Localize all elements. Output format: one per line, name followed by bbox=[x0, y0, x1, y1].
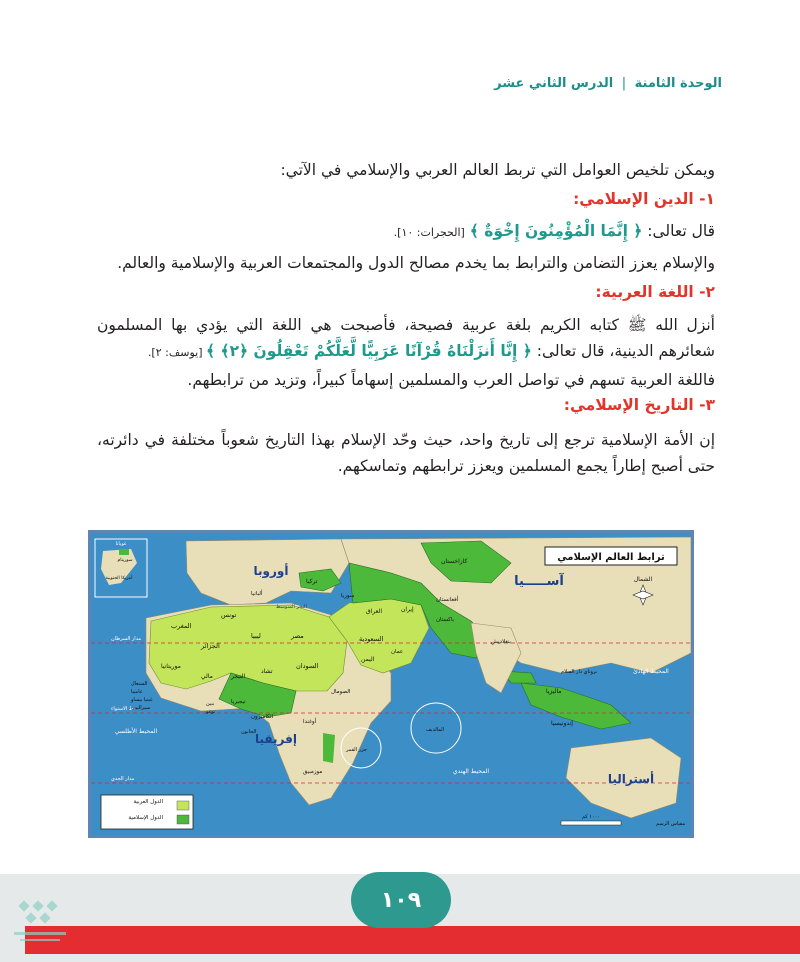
label-atlantic: المحيط الأطلسي bbox=[114, 728, 158, 735]
legend-arab-label: الدول العربية bbox=[133, 799, 163, 805]
verse-prefix: قال تعالى: bbox=[642, 222, 715, 240]
section-heading-history: ٣- التاريخ الإسلامي: bbox=[563, 395, 715, 414]
label-mozambique: موزمبيق bbox=[303, 769, 323, 775]
label-bangladesh: بنغلاديش bbox=[491, 639, 512, 645]
map-title: ترابط العالم الإسلامي bbox=[557, 552, 665, 563]
legend-swatch-arab bbox=[177, 801, 189, 810]
label-kazakhstan: كازاخستان bbox=[441, 558, 468, 565]
label-gabon: الجابون bbox=[241, 729, 257, 735]
label-egypt: مصر bbox=[291, 632, 304, 640]
quran-verse: ﴿ إِنَّمَا الْمُؤْمِنُونَ إِخْوَةٌ ﴾ bbox=[469, 222, 643, 240]
religion-text: والإسلام يعزز التضامن والترابط بما يخدم مصالح الدول والمجتمعات العربية والإسلامية والعالم. bbox=[117, 253, 715, 272]
label-equator: خط الاستواء bbox=[111, 706, 137, 712]
legend-islamic-label: الدول الإسلامية bbox=[128, 815, 163, 821]
label-pakistan: باكستان bbox=[436, 617, 455, 623]
islamic-world-map bbox=[88, 530, 694, 838]
lesson-content bbox=[97, 158, 715, 479]
label-algeria: الجزائر bbox=[201, 642, 220, 650]
lesson-label: الدرس الثاني عشر bbox=[494, 76, 614, 91]
label-somalia: الصومال bbox=[331, 689, 351, 695]
verse-citation: [الحجرات: ١٠]. bbox=[393, 226, 465, 239]
label-iran: إيران bbox=[401, 606, 414, 613]
label-south-america: أمريكا الجنوبية bbox=[105, 576, 133, 581]
label-cameroon: الكاميرون bbox=[251, 714, 274, 720]
scale-label: مقياس الرسم bbox=[656, 821, 686, 827]
quran-verse: ﴿ إِنَّا أَنزَلْنَاهُ قُرْآنًا عَرَبِيًّا لَّعَلَّكُمْ تَعْقِلُونَ ﴿٢﴾ ﴾ bbox=[206, 342, 532, 360]
label-australia: أستراليا bbox=[607, 772, 655, 786]
intro-paragraph: ويمكن تلخيص العوامل التي تربط العالم العربي والإسلامي في الآتي: bbox=[280, 161, 715, 179]
label-brunei: بروناي دار السلام bbox=[561, 669, 598, 675]
label-cancer: مدار السرطان bbox=[111, 636, 142, 642]
scale-value: ١٠٠٠ كم bbox=[581, 814, 601, 820]
language-text bbox=[97, 312, 715, 366]
section-heading-religion: ١- الدين الإسلامي: bbox=[573, 189, 715, 208]
map-svg bbox=[91, 533, 691, 835]
label-tunisia: تونس bbox=[221, 611, 237, 619]
language-text-2: فاللغة العربية تسهم في تواصل العرب والمسلمين إسهاماً كبيراً، وتزيد من ترابطهم. bbox=[187, 371, 715, 389]
label-suriname: سورينام bbox=[117, 558, 133, 563]
label-guinea-bissau: غينيا بيساو bbox=[131, 697, 153, 703]
label-benin: بنين bbox=[206, 701, 215, 707]
label-mali: مالي bbox=[201, 673, 213, 680]
label-syria: سوريا bbox=[341, 593, 355, 599]
section-heading-language: ٢- اللغة العربية: bbox=[595, 282, 715, 301]
suriname-inset bbox=[119, 549, 129, 555]
footer-red-strip bbox=[25, 926, 800, 954]
label-mediterranean: البحر المتوسط bbox=[276, 604, 307, 610]
label-gambia: غامبيا bbox=[131, 689, 143, 695]
verse-citation: [يوسف: ٢]. bbox=[147, 346, 206, 359]
label-indian: المحيط الهندي bbox=[452, 768, 490, 775]
label-libya: ليبيا bbox=[251, 632, 261, 640]
label-niger: النيجر bbox=[231, 673, 246, 680]
legend-swatch-islamic bbox=[177, 815, 189, 824]
label-malaysia: ماليزيا bbox=[546, 688, 562, 695]
history-text: إن الأمة الإسلامية ترجع إلى تاريخ واحد، حيث وحّد الإسلام بهذا التاريخ شعوباً مختلفة في دائرته، حتى أصبح إطاراً يجمع المسلمين ويعزز ترابطهم وتماسكهم. bbox=[97, 431, 715, 475]
label-senegal: السنغال bbox=[131, 681, 148, 687]
label-albania: ألبانيا bbox=[251, 591, 263, 597]
label-yemen: اليمن bbox=[361, 656, 375, 663]
label-asia: آســـــيا bbox=[514, 574, 564, 589]
label-turkey: تركيا bbox=[306, 578, 318, 585]
religion-verse-line bbox=[97, 219, 715, 246]
label-oman: عمان bbox=[391, 649, 404, 655]
label-guyana: غويانا bbox=[115, 541, 127, 547]
label-chad: تشاد bbox=[261, 668, 273, 675]
language-text-1: أنزل الله ﷺ كتابه الكريم بلغة عربية فصيحة، فأصبحت هي اللغة التي يؤدي بها المسلمون شعائرهم الدينية، قال تعالى: bbox=[97, 316, 715, 360]
label-nigeria: نيجيريا bbox=[231, 699, 246, 705]
label-morocco: المغرب bbox=[171, 622, 192, 630]
north-label: الشمال bbox=[633, 576, 653, 583]
unit-label: الوحدة الثامنة bbox=[634, 76, 722, 91]
label-indonesia: إندونيسيا bbox=[551, 720, 573, 727]
label-togo: توغو bbox=[206, 709, 216, 715]
label-iraq: العراق bbox=[366, 608, 383, 615]
label-saudi: السعودية bbox=[359, 635, 384, 643]
label-uganda: أوغندا bbox=[303, 719, 317, 725]
page-number: ١٠٩ bbox=[351, 872, 451, 928]
scale-bar bbox=[561, 821, 621, 825]
label-pacific: المحيط الهادئ bbox=[633, 668, 669, 675]
mozambique-land bbox=[323, 733, 335, 763]
label-sudan: السودان bbox=[296, 662, 319, 670]
label-mauritania: موريتانيا bbox=[161, 663, 181, 670]
ministry-logo-icon bbox=[10, 898, 70, 948]
label-comoros: جزر القمر bbox=[346, 747, 367, 753]
label-afghanistan: أفغانستان bbox=[436, 597, 459, 603]
label-africa: إفريقيا bbox=[255, 732, 297, 746]
page-header bbox=[494, 76, 722, 91]
label-europe: أوروبا bbox=[253, 564, 289, 578]
label-sierra-leone: سيراليون bbox=[131, 705, 151, 711]
label-capricorn: مدار الجدي bbox=[111, 776, 135, 782]
header-separator: | bbox=[621, 76, 627, 91]
label-maldives: المالديف bbox=[426, 727, 445, 733]
